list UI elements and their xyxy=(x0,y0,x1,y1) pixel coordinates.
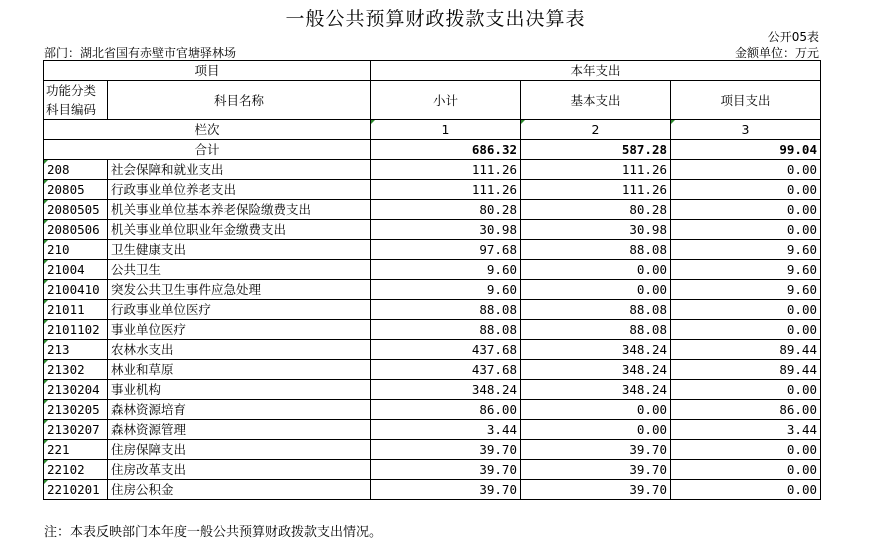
row-code: 213 xyxy=(44,340,108,360)
row-code: 2210201 xyxy=(44,480,108,500)
row-code: 210 xyxy=(44,240,108,260)
row-basic: 39.70 xyxy=(521,440,671,460)
row-basic: 88.08 xyxy=(521,300,671,320)
header-row-2 xyxy=(44,81,821,120)
row-code: 20805 xyxy=(44,180,108,200)
row-name: 机关事业单位职业年金缴费支出 xyxy=(108,220,371,240)
row-name: 住房公积金 xyxy=(108,480,371,500)
row-name: 森林资源管理 xyxy=(108,420,371,440)
row-name: 社会保障和就业支出 xyxy=(108,160,371,180)
row-project: 3.44 xyxy=(671,420,821,440)
column-label: 栏次 xyxy=(44,120,371,140)
row-name: 事业单位医疗 xyxy=(108,320,371,340)
row-name: 农林水支出 xyxy=(108,340,371,360)
row-basic: 30.98 xyxy=(521,220,671,240)
header-current-year: 本年支出 xyxy=(371,61,821,81)
row-subtotal: 437.68 xyxy=(371,340,521,360)
row-project: 9.60 xyxy=(671,240,821,260)
footnote: 注：本表反映部门本年度一般公共预算财政拨款支出情况。 xyxy=(44,525,383,540)
row-name: 森林资源培育 xyxy=(108,400,371,420)
unit-label: 金额单位：万元 xyxy=(734,46,819,60)
row-code: 21004 xyxy=(44,260,108,280)
table-row xyxy=(44,200,821,220)
row-code: 208 xyxy=(44,160,108,180)
table-row xyxy=(44,460,821,480)
row-subtotal: 3.44 xyxy=(371,420,521,440)
table-row xyxy=(44,420,821,440)
row-name: 机关事业单位基本养老保险缴费支出 xyxy=(108,200,371,220)
row-basic: 348.24 xyxy=(521,380,671,400)
row-project: 86.00 xyxy=(671,400,821,420)
row-code: 21302 xyxy=(44,360,108,380)
row-name: 突发公共卫生事件应急处理 xyxy=(108,280,371,300)
row-basic: 88.08 xyxy=(521,320,671,340)
column-number-row xyxy=(44,120,821,140)
row-subtotal: 88.08 xyxy=(371,320,521,340)
total-label: 合计 xyxy=(44,140,371,160)
header-subtotal: 小计 xyxy=(371,81,521,120)
header-func-code: 功能分类科目编码 xyxy=(44,81,108,120)
row-name: 卫生健康支出 xyxy=(108,240,371,260)
row-basic: 111.26 xyxy=(521,160,671,180)
table-row xyxy=(44,440,821,460)
table-row xyxy=(44,340,821,360)
table-row xyxy=(44,240,821,260)
expenditure-table xyxy=(43,60,821,500)
total-subtotal: 686.32 xyxy=(371,140,521,160)
row-subtotal: 39.70 xyxy=(371,440,521,460)
row-name: 行政事业单位养老支出 xyxy=(108,180,371,200)
page-title: 一般公共预算财政拨款支出决算表 xyxy=(285,8,586,30)
header-project: 项目 xyxy=(44,61,371,81)
row-project: 0.00 xyxy=(671,300,821,320)
row-project: 0.00 xyxy=(671,160,821,180)
form-code: 公开05表 xyxy=(767,30,819,44)
column-number-2: 2 xyxy=(521,120,671,140)
row-project: 89.44 xyxy=(671,360,821,380)
row-basic: 348.24 xyxy=(521,360,671,380)
row-basic: 0.00 xyxy=(521,280,671,300)
row-subtotal: 39.70 xyxy=(371,480,521,500)
row-subtotal: 97.68 xyxy=(371,240,521,260)
row-code: 2130205 xyxy=(44,400,108,420)
table-row xyxy=(44,220,821,240)
row-code: 21011 xyxy=(44,300,108,320)
row-basic: 88.08 xyxy=(521,240,671,260)
table-row xyxy=(44,320,821,340)
column-number-3: 3 xyxy=(671,120,821,140)
row-subtotal: 111.26 xyxy=(371,160,521,180)
row-basic: 348.24 xyxy=(521,340,671,360)
row-project: 9.60 xyxy=(671,260,821,280)
row-code: 2130207 xyxy=(44,420,108,440)
total-row xyxy=(44,140,821,160)
total-basic: 587.28 xyxy=(521,140,671,160)
header-subject-name: 科目名称 xyxy=(108,81,371,120)
table-row xyxy=(44,160,821,180)
row-project: 89.44 xyxy=(671,340,821,360)
table-row xyxy=(44,260,821,280)
column-number-1: 1 xyxy=(371,120,521,140)
header-project-exp: 项目支出 xyxy=(671,81,821,120)
table-row xyxy=(44,280,821,300)
row-project: 0.00 xyxy=(671,220,821,240)
row-basic: 0.00 xyxy=(521,260,671,280)
row-basic: 39.70 xyxy=(521,460,671,480)
table-row xyxy=(44,180,821,200)
row-name: 事业机构 xyxy=(108,380,371,400)
row-basic: 39.70 xyxy=(521,480,671,500)
row-subtotal: 39.70 xyxy=(371,460,521,480)
row-project: 0.00 xyxy=(671,180,821,200)
row-basic: 80.28 xyxy=(521,200,671,220)
row-code: 2100410 xyxy=(44,280,108,300)
row-subtotal: 9.60 xyxy=(371,280,521,300)
row-name: 住房改革支出 xyxy=(108,460,371,480)
header-row-1 xyxy=(44,61,821,81)
row-subtotal: 111.26 xyxy=(371,180,521,200)
row-subtotal: 80.28 xyxy=(371,200,521,220)
row-code: 2080505 xyxy=(44,200,108,220)
row-project: 0.00 xyxy=(671,460,821,480)
row-code: 2101102 xyxy=(44,320,108,340)
row-code: 22102 xyxy=(44,460,108,480)
department-label: 部门：湖北省国有赤壁市官塘驿林场 xyxy=(44,46,237,60)
row-code: 221 xyxy=(44,440,108,460)
table-row xyxy=(44,300,821,320)
row-name: 林业和草原 xyxy=(108,360,371,380)
total-project: 99.04 xyxy=(671,140,821,160)
row-project: 0.00 xyxy=(671,320,821,340)
row-subtotal: 88.08 xyxy=(371,300,521,320)
row-subtotal: 348.24 xyxy=(371,380,521,400)
row-basic: 0.00 xyxy=(521,420,671,440)
row-name: 公共卫生 xyxy=(108,260,371,280)
row-subtotal: 437.68 xyxy=(371,360,521,380)
table-row xyxy=(44,480,821,500)
row-subtotal: 30.98 xyxy=(371,220,521,240)
row-name: 住房保障支出 xyxy=(108,440,371,460)
row-project: 0.00 xyxy=(671,440,821,460)
row-project: 0.00 xyxy=(671,200,821,220)
row-project: 9.60 xyxy=(671,280,821,300)
row-subtotal: 86.00 xyxy=(371,400,521,420)
table-row xyxy=(44,380,821,400)
row-code: 2130204 xyxy=(44,380,108,400)
row-code: 2080506 xyxy=(44,220,108,240)
table-row xyxy=(44,360,821,380)
row-project: 0.00 xyxy=(671,380,821,400)
row-subtotal: 9.60 xyxy=(371,260,521,280)
row-basic: 0.00 xyxy=(521,400,671,420)
header-basic: 基本支出 xyxy=(521,81,671,120)
table-row xyxy=(44,400,821,420)
row-basic: 111.26 xyxy=(521,180,671,200)
row-project: 0.00 xyxy=(671,480,821,500)
row-name: 行政事业单位医疗 xyxy=(108,300,371,320)
